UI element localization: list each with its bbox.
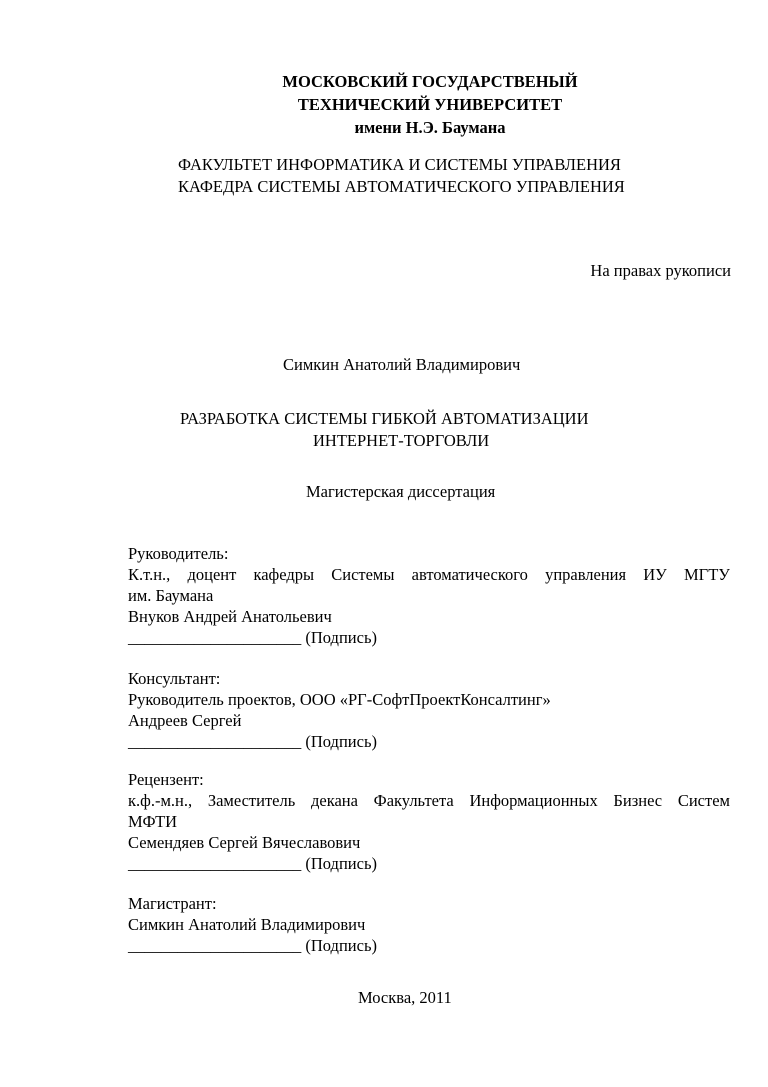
city-year: Москва, 2011 (358, 988, 452, 1007)
consultant-signature: _____________________ (Подпись) (128, 732, 377, 751)
university-name-line3: имени Н.Э. Баумана (354, 118, 506, 137)
reviewer-name: Семендяев Сергей Вячеславович (128, 833, 361, 852)
university-name-line2: ТЕХНИЧЕСКИЙ УНИВЕРСИТЕТ (297, 95, 563, 114)
supervisor-name: Внуков Андрей Анатольевич (128, 607, 332, 626)
author-name: Симкин Анатолий Владимирович (283, 355, 521, 374)
supervisor-role: Руководитель: (128, 544, 229, 563)
manuscript-note: На правах рукописи (590, 261, 731, 280)
supervisor-position-line1: К.т.н., доцент кафедры Системы автоматического управления ИУ МГТУ (128, 565, 730, 584)
thesis-title-line1: РАЗРАБОТКА СИСТЕМЫ ГИБКОЙ АВТОМАТИЗАЦИИ (180, 409, 589, 428)
reviewer-signature: _____________________ (Подпись) (128, 854, 377, 873)
supervisor-position-line2: им. Баумана (128, 586, 214, 605)
student-role: Магистрант: (128, 894, 217, 913)
student-section (128, 893, 730, 956)
thesis-title-line2: ИНТЕРНЕТ-ТОРГОВЛИ (313, 431, 490, 450)
supervisor-signature: _____________________ (Подпись) (128, 628, 377, 647)
consultant-role: Консультант: (128, 669, 221, 688)
reviewer-position-line2: МФТИ (128, 812, 178, 831)
supervisor-section (128, 543, 730, 648)
work-type: Магистерская диссертация (306, 482, 496, 501)
reviewer-role: Рецензент: (128, 770, 204, 789)
university-name-line1: МОСКОВСКИЙ ГОСУДАРСТВЕНЫЙ (282, 72, 578, 91)
department-name: КАФЕДРА СИСТЕМЫ АВТОМАТИЧЕСКОГО УПРАВЛЕНИЯ (178, 177, 625, 196)
student-name: Симкин Анатолий Владимирович (128, 915, 366, 934)
reviewer-section (128, 769, 730, 874)
reviewer-position-line1: к.ф.-м.н., Заместитель декана Факультета Информационных Бизнес Систем (128, 791, 730, 810)
consultant-section (128, 668, 730, 752)
student-signature: _____________________ (Подпись) (128, 936, 377, 955)
faculty-name: ФАКУЛЬТЕТ ИНФОРМАТИКА И СИСТЕМЫ УПРАВЛЕНИЯ (178, 155, 621, 174)
consultant-position: Руководитель проектов, ООО «РГ-СофтПроектКонсалтинг» (128, 690, 551, 709)
consultant-name: Андреев Сергей (128, 711, 242, 730)
